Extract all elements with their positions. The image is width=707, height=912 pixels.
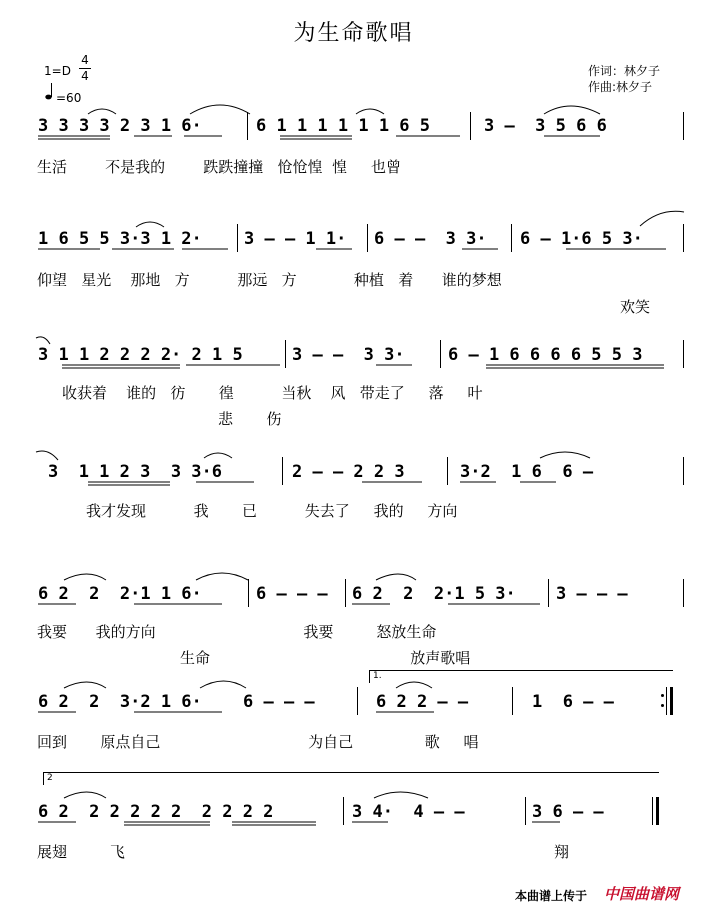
measure: 2 – – 2 2 3	[292, 462, 405, 482]
measure: 3·2 1 6 6 –	[460, 462, 594, 482]
measure: 1 6 5 5 3·3 1 2·	[38, 229, 202, 249]
lyrics-verse: 收获着 谁的 彷 徨 当秋 风 带走了 落 叶	[62, 384, 483, 402]
measure: 6 – – –	[256, 584, 328, 604]
measure: 6 2 2 – –	[376, 692, 469, 712]
lyrics-alt: 悲 伤	[218, 410, 282, 428]
measure: 3 3 3 3 2 3 1 6·	[38, 116, 202, 136]
measure: 6 – 1 6 6 6 6 5 5 3	[448, 345, 643, 365]
site-logo[interactable]: 中国曲谱网	[604, 885, 680, 903]
first-ending-bracket: 1.	[369, 670, 673, 683]
measure: 6 – – 3 3·	[374, 229, 487, 249]
quarter-note-icon	[45, 82, 53, 100]
measure: 6 2 2 2·1 5 3·	[352, 584, 516, 604]
measure: 3 4· 4 – –	[352, 802, 465, 822]
lyrics-verse: 我要 我的方向 我要 怒放生命	[37, 623, 437, 641]
measure: 6 2 2 2 2 2 2 2 2 2 2	[38, 802, 274, 822]
lyricist-credit: 作词：林夕子	[588, 64, 661, 78]
second-ending-bracket: 2	[43, 772, 659, 785]
tempo-mark: =60	[56, 91, 82, 105]
time-bottom: 4	[81, 69, 89, 83]
measure: 3 1 1 2 3 3 3·6	[48, 462, 222, 482]
lyrics-alt: 欢笑	[620, 298, 651, 316]
measure: 6 2 2 2·1 1 6·	[38, 584, 202, 604]
upload-credit: 本曲谱上传于	[515, 889, 588, 903]
measure: 1 6 – –	[532, 692, 614, 712]
measure: 6 – 1·6 5 3·	[520, 229, 643, 249]
time-signature	[79, 54, 91, 83]
measure: 3 – – 1 1·	[244, 229, 347, 249]
lyrics-verse: 展翅 飞	[37, 843, 125, 861]
lyrics-verse: 仰望 星光 那地 方 那远 方 种植 着 谁的梦想	[37, 271, 502, 289]
lyrics-alt: 生命 放声歌唱	[180, 649, 471, 667]
measure: 3 – 3 5 6 6	[484, 116, 607, 136]
lyrics-verse: 回到 原点自己 为自己 歌 唱	[37, 733, 479, 751]
lyrics-verse: 我才发现 我 已 失去了 我的 方向	[86, 502, 458, 520]
measure: 3 – – –	[556, 584, 628, 604]
measure: 3 1 1 2 2 2 2· 2 1 5	[38, 345, 243, 365]
measure: 6 – – –	[243, 692, 315, 712]
composer-credit: 作曲:林夕子	[588, 80, 653, 94]
time-top: 4	[81, 53, 89, 67]
lyrics-alt: 翔	[554, 843, 570, 861]
key-signature: 1=D	[44, 64, 71, 78]
measure: 3 6 – –	[532, 802, 604, 822]
lyrics-verse: 生活 不是我的 跌跌撞撞 怆怆惶 惶 也曾	[37, 158, 401, 176]
measure: 6 1 1 1 1 1 1 6 5	[256, 116, 430, 136]
song-title: 为生命歌唱	[293, 21, 414, 46]
measure: 6 2 2 3·2 1 6·	[38, 692, 202, 712]
measure: 3 – – 3 3·	[292, 345, 405, 365]
